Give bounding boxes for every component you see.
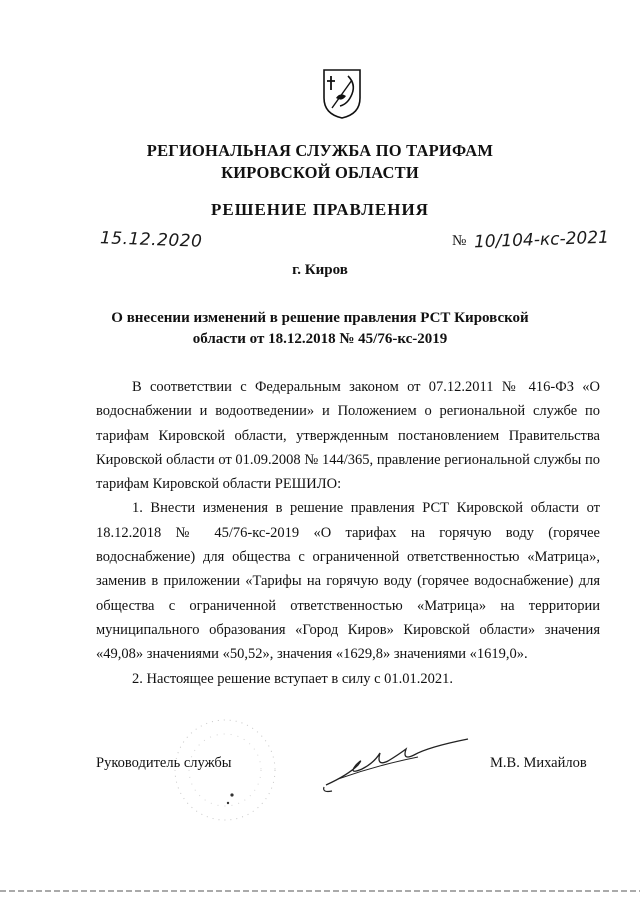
org-line-2: КИРОВСКОЙ ОБЛАСТИ — [221, 163, 419, 182]
organization-name — [0, 140, 640, 184]
bottom-dashed-rule — [0, 888, 640, 894]
body-paragraph-item-1: 1. Внести изменения в решение правления РСТ Кировской области от 18.12.2018 № 45/76-кс-2019 «О тарифах на горячую воду (горячее водоснабжение) для общества с ограниченной ответственностью «Матрица», заменив в приложении «Тарифы на горячую воду (горячее водоснабжение) для общества с ограниченной ответственностью «Матрица» на территории муниципального образования «Город Киров» Кировской области» значения «49,08» значениями «50,52», значения «1629,8» значениями «1619,0». — [96, 500, 600, 663]
document-body — [96, 375, 600, 691]
document-type: РЕШЕНИЕ ПРАВЛЕНИЯ — [211, 200, 429, 219]
subject-line-1: О внесении изменений в решение правления РСТ Кировской — [111, 310, 529, 326]
handwritten-signature-icon — [318, 735, 478, 795]
coat-of-arms-icon — [322, 68, 362, 120]
body-paragraph-item-2: 2. Настоящее решение вступает в силу с 01.01.2021. — [132, 670, 454, 687]
signatory-name: М.В. Михайлов — [490, 755, 587, 771]
signatory-position: Руководитель службы — [96, 755, 232, 771]
body-paragraph-preamble: В соответствии с Федеральным законом от 07.12.2011 № 416-ФЗ «О водоснабжении и водоотведении» и Положением о региональной службе по тарифам Кировской области, утвержденным постановлением Правительства Кировской области от 01.09.2008 № 144/365, правление региональной службы по тарифам Кировской области РЕШИЛО: — [96, 379, 600, 493]
number-prefix: № — [452, 233, 467, 249]
org-line-1: РЕГИОНАЛЬНАЯ СЛУЖБА ПО ТАРИФАМ — [146, 141, 494, 160]
document-date: 15.12.2020 — [99, 228, 203, 252]
document-subject — [0, 308, 640, 350]
document-number — [452, 227, 610, 253]
number-value: 10/104-кс-2021 — [473, 227, 610, 253]
city: г. Киров — [292, 262, 348, 278]
subject-line-2: области от 18.12.2018 № 45/76-кс-2019 — [192, 331, 448, 347]
